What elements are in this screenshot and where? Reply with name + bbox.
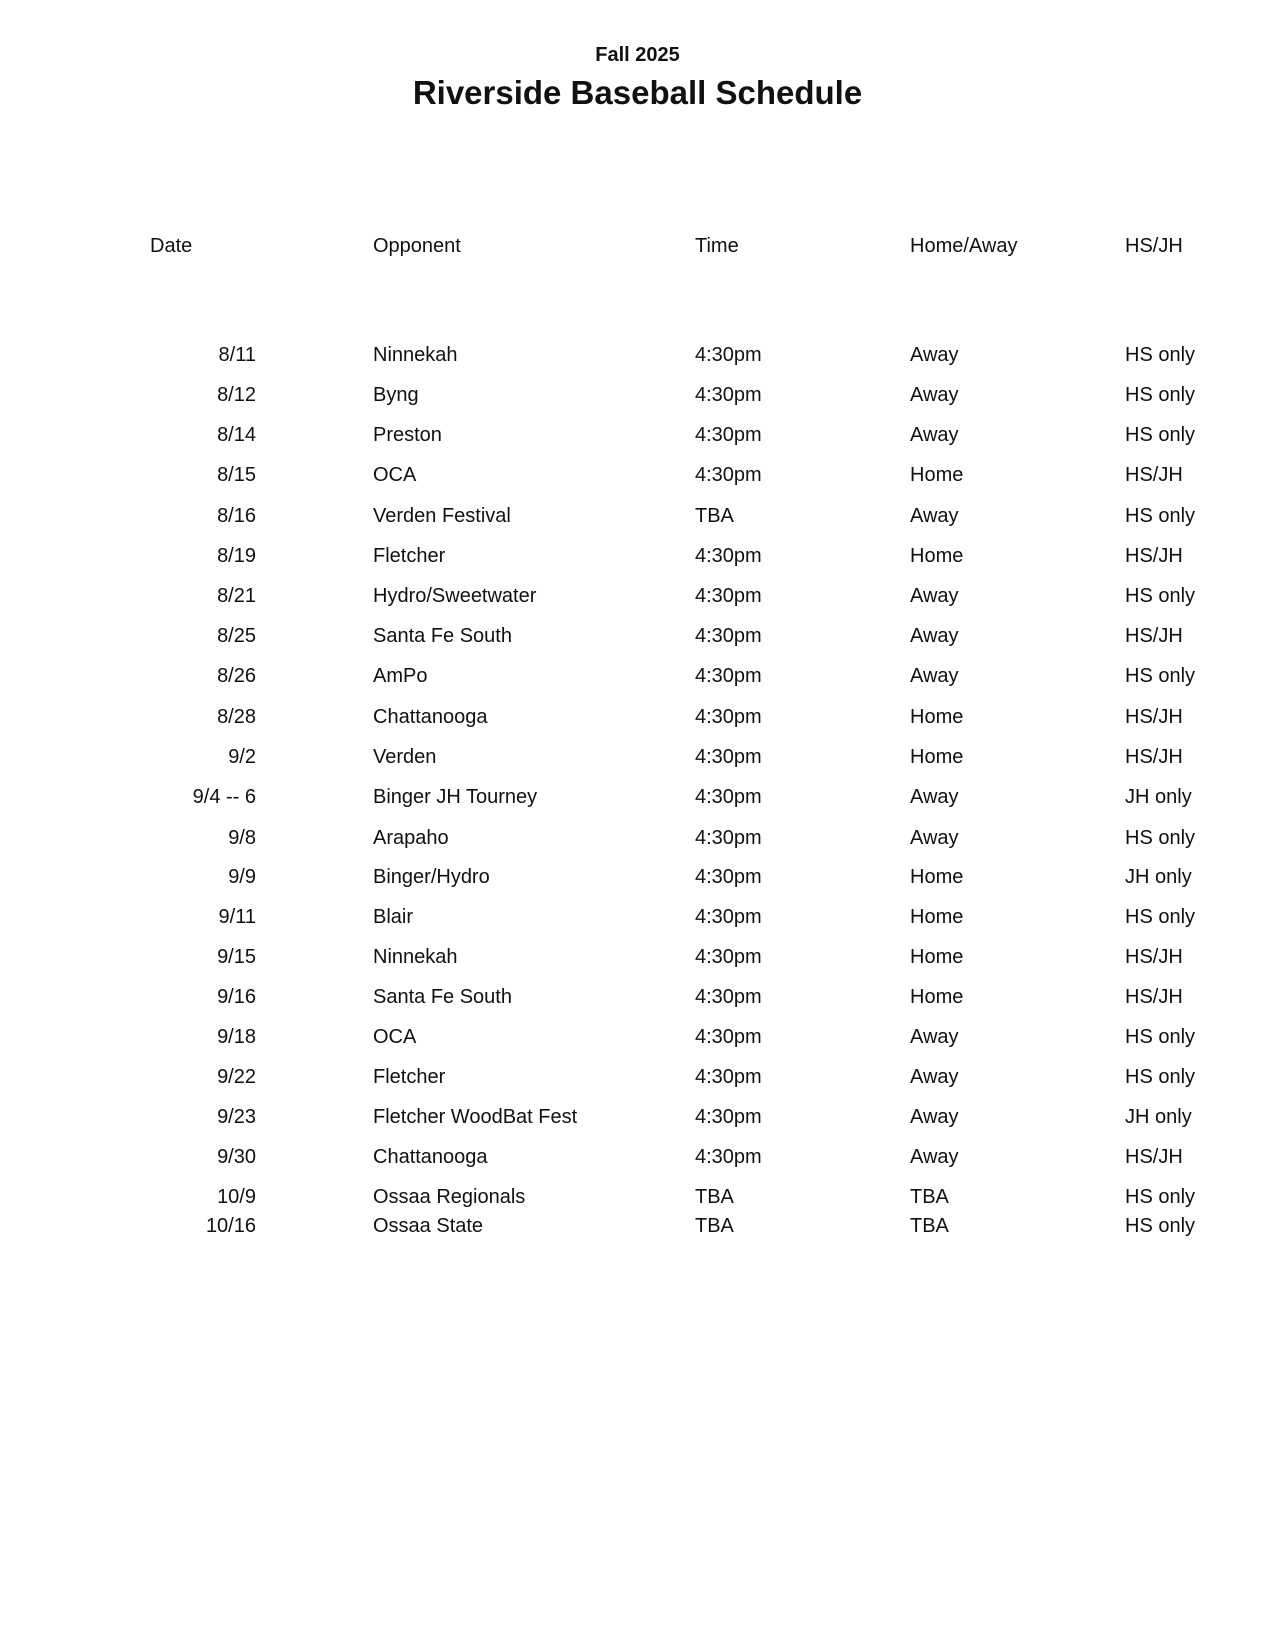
cell-level: HS/JH [1125,946,1183,968]
cell-home-away: Away [910,827,959,849]
cell-time: 4:30pm [695,464,762,486]
cell-time: 4:30pm [695,1026,762,1048]
cell-opponent: Chattanooga [373,706,488,728]
cell-opponent: Ninnekah [373,946,458,968]
cell-opponent: AmPo [373,665,428,687]
cell-home-away: Home [910,464,964,486]
cell-opponent: Ossaa State [373,1215,484,1237]
cell-opponent: Chattanooga [373,1146,488,1168]
cell-home-away: Away [910,786,959,808]
cell-date: 9/30 [217,1146,256,1168]
cell-opponent: Byng [373,384,419,406]
cell-opponent: Ossaa Regionals [373,1186,526,1208]
cell-opponent: Santa Fe South [373,986,512,1008]
cell-time: TBA [695,505,734,527]
cell-home-away: Home [910,906,964,928]
cell-home-away: Away [910,1066,959,1088]
cell-opponent: Ninnekah [373,344,458,366]
cell-opponent: Santa Fe South [373,625,512,647]
table-row [0,541,1275,571]
header-level: HS/JH [1125,235,1183,257]
cell-time: 4:30pm [695,545,762,567]
table-row [0,501,1275,531]
cell-date: 9/8 [228,827,256,849]
cell-level: HS only [1125,1215,1196,1237]
cell-date: 10/9 [217,1186,256,1208]
table-row [0,1211,1275,1241]
cell-date: 8/21 [217,585,256,607]
cell-date: 9/2 [228,746,256,768]
cell-time: 4:30pm [695,1106,762,1128]
cell-date: 9/15 [217,946,256,968]
cell-level: HS/JH [1125,464,1183,486]
cell-time: 4:30pm [695,665,762,687]
table-row [0,742,1275,772]
table-row [0,581,1275,611]
cell-date: 8/26 [217,665,256,687]
table-row [0,902,1275,932]
table-row [0,823,1275,853]
cell-home-away: Away [910,424,959,446]
cell-level: HS only [1125,585,1196,607]
table-row [0,1062,1275,1092]
cell-opponent: Arapaho [373,827,449,849]
cell-home-away: Away [910,665,959,687]
cell-home-away: Home [910,986,964,1008]
cell-opponent: Hydro/Sweetwater [373,585,537,607]
cell-date: 9/9 [228,866,256,888]
cell-time: 4:30pm [695,625,762,647]
cell-level: HS/JH [1125,746,1183,768]
cell-time: TBA [695,1215,734,1237]
cell-opponent: Verden Festival [373,505,511,527]
cell-date: 8/25 [217,625,256,647]
cell-home-away: Away [910,625,959,647]
cell-level: HS only [1125,424,1196,446]
cell-level: HS only [1125,1186,1196,1208]
cell-date: 9/4 -- 6 [192,786,256,808]
table-row [0,782,1275,812]
cell-time: 4:30pm [695,585,762,607]
table-row [0,702,1275,732]
cell-level: JH only [1125,786,1192,808]
cell-time: TBA [695,1186,734,1208]
cell-home-away: TBA [910,1215,949,1237]
cell-home-away: Home [910,746,964,768]
cell-time: 4:30pm [695,424,762,446]
cell-time: 4:30pm [695,906,762,928]
cell-date: 9/11 [218,906,256,928]
cell-level: JH only [1125,866,1192,888]
cell-home-away: Home [910,946,964,968]
cell-level: JH only [1125,1106,1192,1128]
table-row [0,460,1275,490]
table-row [0,661,1275,691]
cell-home-away: Away [910,1146,959,1168]
cell-date: 8/19 [217,545,256,567]
cell-date: 8/14 [217,424,256,446]
cell-date: 8/12 [217,384,256,406]
cell-opponent: OCA [373,1026,417,1048]
cell-time: 4:30pm [695,866,762,888]
header-home-away: Home/Away [910,235,1018,257]
cell-date: 9/23 [217,1106,256,1128]
cell-date: 10/16 [205,1215,256,1237]
cell-level: HS only [1125,906,1196,928]
cell-time: 4:30pm [695,986,762,1008]
cell-date: 9/16 [217,986,256,1008]
table-row [0,1022,1275,1052]
cell-opponent: Fletcher [373,545,446,567]
cell-time: 4:30pm [695,746,762,768]
cell-home-away: TBA [910,1186,949,1208]
cell-time: 4:30pm [695,384,762,406]
table-row [0,340,1275,370]
cell-opponent: Verden [373,746,437,768]
table-row [0,862,1275,892]
cell-date: 9/18 [217,1026,256,1048]
season-label: Fall 2025 [595,44,680,66]
cell-home-away: Home [910,706,964,728]
cell-home-away: Home [910,866,964,888]
cell-time: 4:30pm [695,706,762,728]
header-opponent: Opponent [373,235,461,257]
table-row [0,380,1275,410]
table-row [0,942,1275,972]
cell-level: HS only [1125,505,1196,527]
cell-opponent: OCA [373,464,417,486]
cell-level: HS only [1125,1026,1196,1048]
cell-time: 4:30pm [695,1146,762,1168]
cell-date: 8/15 [217,464,256,486]
cell-home-away: Away [910,1026,959,1048]
cell-time: 4:30pm [695,1066,762,1088]
cell-date: 8/16 [217,505,256,527]
cell-opponent: Fletcher WoodBat Fest [373,1106,578,1128]
cell-home-away: Away [910,1106,959,1128]
cell-date: 9/22 [217,1066,256,1088]
cell-level: HS/JH [1125,545,1183,567]
cell-home-away: Away [910,505,959,527]
header-time: Time [695,235,739,257]
cell-level: HS/JH [1125,625,1183,647]
cell-level: HS/JH [1125,706,1183,728]
cell-level: HS only [1125,344,1196,366]
cell-home-away: Away [910,384,959,406]
cell-time: 4:30pm [695,344,762,366]
cell-time: 4:30pm [695,786,762,808]
cell-opponent: Binger/Hydro [373,866,490,888]
table-row [0,420,1275,450]
cell-time: 4:30pm [695,946,762,968]
cell-opponent: Fletcher [373,1066,446,1088]
table-row [0,1142,1275,1172]
cell-date: 8/11 [218,344,256,366]
table-row [0,1102,1275,1132]
document-title: Riverside Baseball Schedule [412,74,863,111]
cell-level: HS/JH [1125,1146,1183,1168]
cell-level: HS only [1125,384,1196,406]
cell-home-away: Away [910,585,959,607]
cell-level: HS only [1125,665,1196,687]
table-row [0,1182,1275,1212]
cell-home-away: Home [910,545,964,567]
header-date: Date [150,235,193,257]
cell-time: 4:30pm [695,827,762,849]
cell-level: HS/JH [1125,986,1183,1008]
cell-level: HS only [1125,827,1196,849]
cell-opponent: Blair [373,906,414,928]
cell-home-away: Away [910,344,959,366]
cell-opponent: Preston [373,424,442,446]
cell-opponent: Binger JH Tourney [373,786,538,808]
cell-level: HS only [1125,1066,1196,1088]
cell-date: 8/28 [217,706,256,728]
table-row [0,982,1275,1012]
table-row [0,621,1275,651]
